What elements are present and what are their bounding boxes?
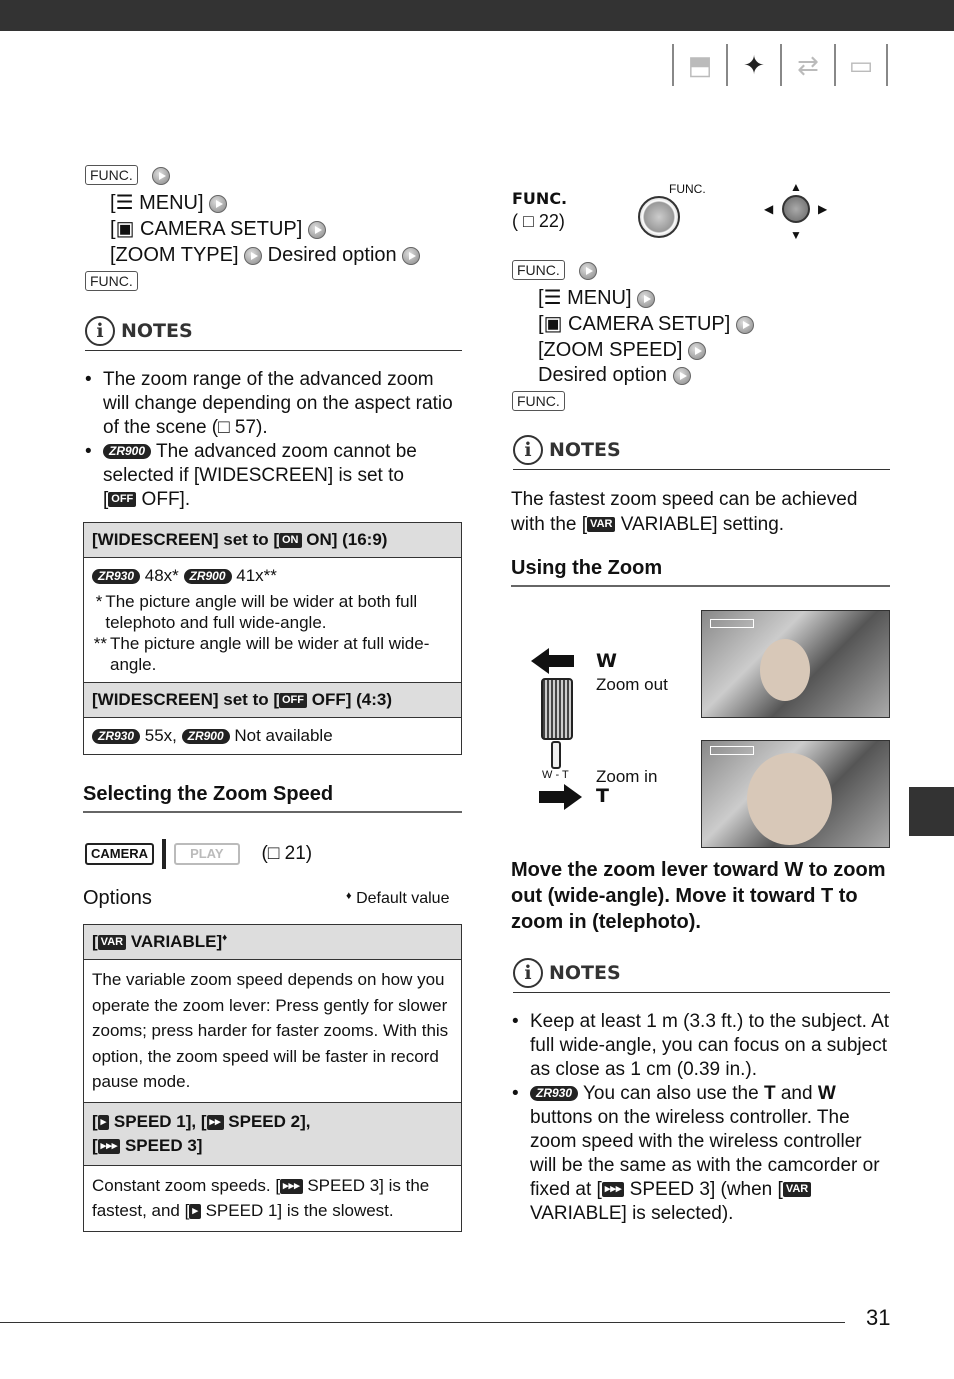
zoom-lever-icon bbox=[541, 678, 573, 740]
model-badge: ZR900 bbox=[184, 569, 232, 584]
zoom-bar-icon bbox=[710, 619, 754, 628]
section-title: Using the Zoom bbox=[511, 557, 890, 587]
right-notes-list bbox=[512, 1010, 892, 1226]
right-func-start bbox=[512, 260, 597, 280]
widescreen-table bbox=[83, 522, 462, 755]
zoom-out-label: Zoom out bbox=[596, 675, 668, 694]
func-button-label: FUNC. bbox=[85, 165, 138, 185]
model-badge: ZR930 bbox=[530, 1086, 578, 1101]
var-icon: VAR bbox=[783, 1182, 811, 1197]
menu-icon: ☰ bbox=[543, 287, 562, 309]
options-table bbox=[83, 924, 462, 1232]
arrow-icon bbox=[209, 195, 227, 213]
table-cell: The variable zoom speed depends on how you operate the zoom lever: Press gently for slower zooms; press harder for faster zooms. With this option, the zoom speed will be faster in record pause mode. bbox=[92, 970, 449, 1091]
func-button-label: FUNC. bbox=[512, 260, 565, 280]
camera-setup-icon: ▣ bbox=[543, 313, 563, 335]
speed-3-icon: ▸▸▸ bbox=[602, 1182, 625, 1197]
zoom-instruction: Move the zoom lever toward W to zoom out (wide-angle). Move it toward T to zoom in (telephoto). bbox=[511, 859, 886, 933]
options-label: Options bbox=[83, 887, 152, 909]
info-icon: i bbox=[513, 435, 543, 465]
left-func-end bbox=[85, 271, 138, 291]
func-button-label: FUNC. bbox=[85, 271, 138, 291]
model-badge: ZR930 bbox=[92, 569, 140, 584]
wt-label: W - T bbox=[542, 769, 569, 781]
arrow-icon bbox=[308, 221, 326, 239]
notes-heading: i NOTES bbox=[513, 958, 890, 993]
right-step-desired: Desired option bbox=[538, 362, 691, 388]
section-title: Selecting the Zoom Speed bbox=[83, 783, 462, 813]
mode-indicator bbox=[85, 839, 312, 869]
joystick-icon: ▲ ▼ ◀ ▶ bbox=[764, 180, 828, 242]
camera-icon: ✦ bbox=[726, 44, 780, 86]
camera-setup-icon: ▣ bbox=[115, 218, 135, 240]
list-item: • ZR930 You can also use the T and W buttons on the wireless controller. The zoom speed with the wireless controller will be the same as with the camcorder or fixed at [ ▸▸▸ SPEED 3] (when [ VAR VARIABLE] is selected). bbox=[512, 1082, 892, 1226]
list-item: • ZR900 The advanced zoom cannot be selected if [WIDESCREEN] is set to [ OFF OFF]. bbox=[85, 440, 462, 512]
left-notes-list bbox=[85, 368, 462, 512]
t-letter: T bbox=[596, 785, 609, 807]
playback-icon: ⇄ bbox=[780, 44, 834, 86]
zoom-bar-icon bbox=[710, 746, 754, 755]
footer-line bbox=[0, 1322, 845, 1323]
page-ref: (□ 21) bbox=[261, 843, 313, 864]
right-step-menu: [☰ MENU] bbox=[538, 285, 655, 311]
book-ref-icon: □ bbox=[523, 211, 534, 231]
arrow-left-icon bbox=[531, 648, 575, 674]
speed-3-icon: ▸▸▸ bbox=[98, 1139, 121, 1154]
info-icon: i bbox=[85, 316, 115, 346]
book-ref-icon: □ bbox=[218, 417, 230, 438]
right-step-zoom-speed: [ZOOM SPEED] bbox=[538, 337, 706, 363]
arrow-right-icon bbox=[539, 784, 583, 810]
photo-zoom-out bbox=[701, 610, 890, 718]
arrow-icon bbox=[736, 316, 754, 334]
speed-1-icon: ▸ bbox=[189, 1204, 201, 1219]
var-icon: VAR bbox=[98, 935, 126, 950]
table-cell: Constant zoom speeds. [ ▸▸▸ SPEED 3] is the fastest, and [ ▸ SPEED 1] is the slowest. bbox=[92, 1175, 430, 1220]
model-badge: ZR900 bbox=[103, 444, 151, 459]
arrow-icon bbox=[637, 290, 655, 308]
table-header: [WIDESCREEN] set to [ OFF OFF] (4:3) bbox=[84, 682, 461, 718]
info-icon: i bbox=[513, 958, 543, 988]
var-icon: VAR bbox=[587, 517, 615, 532]
top-bar bbox=[0, 0, 954, 31]
off-icon: OFF bbox=[108, 492, 136, 507]
table-header: [WIDESCREEN] set to [ ON ON] (16:9) bbox=[84, 523, 461, 558]
arrow-icon bbox=[152, 167, 170, 185]
right-step-camera-setup: [▣ CAMERA SETUP] bbox=[538, 311, 754, 337]
func-title: FUNC. bbox=[512, 189, 568, 208]
on-icon: ON bbox=[279, 533, 302, 548]
footnote: ** The picture angle will be wider at full wide-angle. bbox=[93, 634, 430, 674]
left-step-menu: [☰ MENU] bbox=[110, 190, 227, 216]
model-badge: ZR930 bbox=[92, 729, 140, 744]
model-badge: ZR900 bbox=[182, 729, 230, 744]
left-func-start bbox=[85, 165, 170, 185]
off-icon: OFF bbox=[279, 693, 307, 708]
arrow-icon bbox=[244, 247, 262, 265]
default-note: ♦ Default value bbox=[346, 890, 450, 907]
list-item: • Keep at least 1 m (3.3 ft.) to the subject. At full wide-angle, you can focus on a subject as close as 1 cm (0.39 in.). bbox=[512, 1010, 892, 1082]
right-func-end bbox=[512, 391, 565, 411]
left-step-camera-setup: [▣ CAMERA SETUP] bbox=[110, 216, 326, 242]
arrow-icon bbox=[402, 247, 420, 265]
table-header: [ ▸ SPEED 1], [ ▸▸ SPEED 2], [ ▸▸▸ SPEED 3] bbox=[84, 1102, 461, 1166]
func-button-caption: FUNC. bbox=[669, 182, 706, 196]
func-button-icon bbox=[638, 196, 680, 238]
notes-heading: i NOTES bbox=[513, 435, 890, 470]
notes-heading: i NOTES bbox=[85, 316, 462, 351]
page-number: 31 bbox=[866, 1305, 891, 1330]
book-icon: ▭ bbox=[834, 44, 888, 86]
notes-text: The fastest zoom speed can be achieved with the [ VAR VARIABLE] setting. bbox=[511, 489, 858, 535]
table-cell: ZR930 55x, ZR900 Not available bbox=[84, 718, 461, 754]
photo-zoom-in bbox=[701, 740, 890, 848]
mode-icons bbox=[672, 44, 888, 86]
arrow-icon bbox=[579, 262, 597, 280]
menu-icon: ☰ bbox=[115, 192, 134, 214]
zoom-switch-icon bbox=[551, 741, 561, 769]
footnote: * The picture angle will be wider at both full telephoto and full wide-angle. bbox=[95, 592, 418, 632]
camera-mode-badge: CAMERA bbox=[85, 843, 154, 865]
list-item: • The zoom range of the advanced zoom will change depending on the aspect ratio of the scene (□ 57). bbox=[85, 368, 462, 440]
zoom-in-label: Zoom in bbox=[596, 767, 658, 786]
play-mode-badge: PLAY bbox=[174, 843, 239, 865]
w-letter: W bbox=[596, 650, 617, 672]
arrow-icon bbox=[673, 367, 691, 385]
func-button-label: FUNC. bbox=[512, 391, 565, 411]
func-page-ref: ( □ 22) bbox=[512, 211, 565, 231]
chapter-tab bbox=[909, 787, 954, 836]
arrow-icon bbox=[688, 342, 706, 360]
divider bbox=[162, 839, 166, 869]
left-step-zoom-type: [ZOOM TYPE] Desired option bbox=[110, 242, 420, 268]
speed-3-icon: ▸▸▸ bbox=[280, 1179, 303, 1194]
speed-1-icon: ▸ bbox=[98, 1115, 110, 1130]
speed-2-icon: ▸▸ bbox=[207, 1115, 224, 1130]
book-ref-icon: □ bbox=[267, 843, 280, 864]
transfer-icon: ⬒ bbox=[672, 44, 726, 86]
table-cell: ZR930 48x* ZR900 41x** * The picture angle will be wider at both full telephoto and full wide-angle. ** The picture angle will be wider at full wide-angle. bbox=[84, 558, 461, 682]
table-header: [ VAR VARIABLE]♦ bbox=[84, 925, 461, 960]
